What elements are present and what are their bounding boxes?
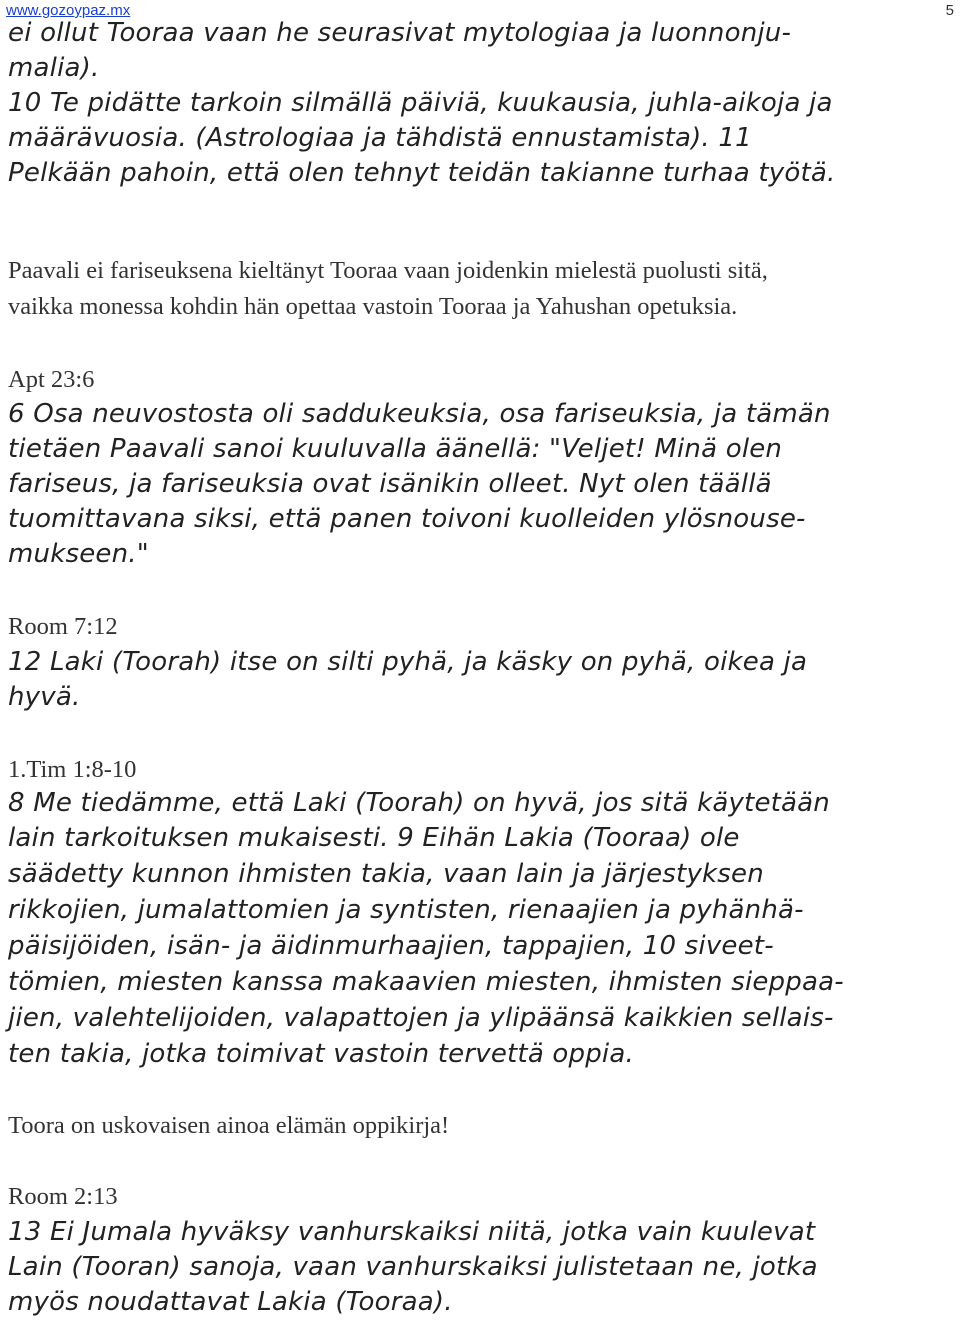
comment-line: vaikka monessa kohdin hän opettaa vastoin Tooraa ja Yahushan opetuksia. bbox=[8, 293, 738, 320]
quote-line: 8 Me tiedämme, että Laki (Toorah) on hyvä, jos sitä käytetään bbox=[8, 788, 830, 818]
quote-line: rikkojien, jumalattomien ja syntisten, rienaajien ja pyhänhä- bbox=[8, 895, 804, 925]
quote-line: ei ollut Tooraa vaan he seurasivat mytologiaa ja luonnonju- bbox=[8, 18, 792, 48]
quote-line: Pelkään pahoin, että olen tehnyt teidän takianne turhaa työtä. bbox=[8, 158, 836, 188]
site-link[interactable]: www.gozoypaz.mx bbox=[6, 2, 131, 19]
quote-line: säädetty kunnon ihmisten takia, vaan lain ja järjestyksen bbox=[8, 859, 764, 889]
quote-line: päisijöiden, isän- ja äidinmurhaajien, tappajien, 10 siveet- bbox=[8, 931, 774, 961]
quote-line: mukseen." bbox=[8, 539, 149, 569]
scripture-reference: Room 7:12 bbox=[8, 613, 118, 640]
quote-line: hyvä. bbox=[8, 682, 81, 712]
quote-line: 13 Ei Jumala hyväksy vanhurskaiksi niitä, jotka vain kuulevat bbox=[8, 1217, 816, 1247]
quote-line: tietäen Paavali sanoi kuuluvalla äänellä: "Veljet! Minä olen bbox=[8, 434, 783, 464]
quote-line: Lain (Tooran) sanoja, vaan vanhurskaiksi julistetaan ne, jotka bbox=[8, 1252, 818, 1282]
quote-line: myös noudattavat Lakia (Tooraa). bbox=[8, 1287, 453, 1317]
quote-line: jien, valehtelijoiden, valapattojen ja ylipäänsä kaikkien sellais- bbox=[8, 1003, 834, 1033]
scripture-reference: 1.Tim 1:8-10 bbox=[8, 756, 137, 783]
quote-line: määrävuosia. (Astrologiaa ja tähdistä ennustamista). 11 bbox=[8, 123, 752, 153]
quote-line: malia). bbox=[8, 53, 100, 83]
quote-line: tömien, miesten kanssa makaavien miesten, ihmisten sieppaa- bbox=[8, 967, 844, 997]
quote-line: ten takia, jotka toimivat vastoin tervettä oppia. bbox=[8, 1039, 634, 1069]
scripture-reference: Room 2:13 bbox=[8, 1183, 118, 1210]
quote-line: tuomittavana siksi, että panen toivoni kuolleiden ylösnouse- bbox=[8, 504, 806, 534]
comment-line: Paavali ei fariseuksena kieltänyt Tooraa vaan joidenkin mielestä puolusti sitä, bbox=[8, 257, 768, 284]
quote-line: 10 Te pidätte tarkoin silmällä päiviä, kuukausia, juhla-aikoja ja bbox=[8, 88, 833, 118]
quote-line: 12 Laki (Toorah) itse on silti pyhä, ja käsky on pyhä, oikea ja bbox=[8, 647, 808, 677]
statement: Toora on uskovaisen ainoa elämän oppikirja! bbox=[8, 1112, 450, 1139]
quote-line: fariseus, ja fariseuksia ovat isänikin olleet. Nyt olen täällä bbox=[8, 469, 772, 499]
quote-line: 6 Osa neuvostosta oli saddukeuksia, osa fariseuksia, ja tämän bbox=[8, 399, 831, 429]
quote-line: lain tarkoituksen mukaisesti. 9 Eihän Lakia (Tooraa) ole bbox=[8, 823, 740, 853]
page-number: 5 bbox=[945, 2, 954, 19]
scripture-reference: Apt 23:6 bbox=[8, 366, 95, 393]
